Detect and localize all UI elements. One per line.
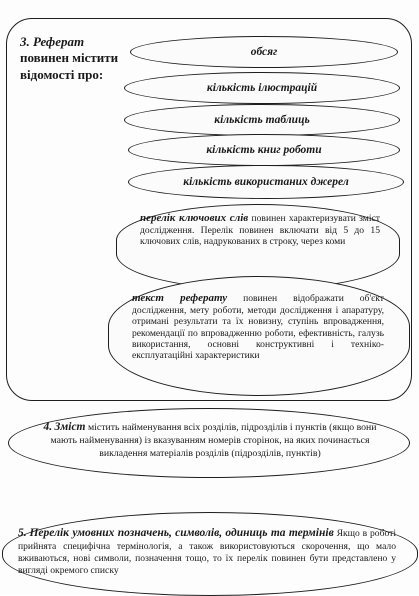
item-pill-books (128, 134, 400, 166)
item-label: кількість ілюстрацій (206, 82, 318, 94)
section-5-number: 5. (18, 527, 27, 539)
section-3-title-rest: повинен містити відомості про: (20, 50, 119, 82)
abstract-text-block (132, 292, 384, 362)
item-pill-sources (128, 165, 404, 199)
section-4-number: 4. (43, 421, 53, 433)
item-label: кількість таблиць (214, 114, 310, 126)
item-label: кількість використаних джерел (183, 176, 349, 188)
section-4-block (34, 420, 386, 460)
section-4-text: містить найменування всіх розділів, підрозділів і пунктів (якщо вони мають найменування) із вказуванням номерів сторінок, на яких починається викладення матеріалів розділів (підрозділів, пунктів) (50, 422, 377, 459)
section-5-lead: Перелік умовних позначень, символів, одиниць та термінів (29, 527, 334, 539)
keywords-term: перелік ключових слів (140, 212, 249, 224)
section-4-lead: Зміст (54, 421, 86, 433)
section-3-number: 3. (20, 34, 30, 49)
abstract-text-term: текст реферату (132, 292, 228, 304)
item-pill-volume (130, 36, 398, 68)
section-5-text: Якщо в роботі прийнята специфічна термінологія, а також використовуються скорочення, що мало вживаються, нові символи, позначення тощо, то їх перелік повинен бути представлено у вигляді окремого списку (18, 528, 397, 577)
item-pill-illustrations (124, 72, 400, 104)
section-3-heading (20, 34, 128, 83)
keywords-block (140, 212, 380, 248)
keywords-text: повинен характеризувати зміст дослідження. Перелік повинен включати від 5 до 15 ключових слів, надрукованих в строку, через коми (140, 213, 380, 248)
section-3-title-word: Реферат (33, 34, 85, 49)
abstract-text-text: повинен відображати об'єкт дослідження, мету роботи, методи дослідження і апаратуру, отриманi результати та їх новизну, ступінь впровадження, рекомендації по впровадженню роботи, ефективність, галузь використання, основні конструктивні і техніко-експлуатаційні характеристики (132, 293, 384, 362)
item-label: обсяг (250, 46, 278, 58)
item-label: кількість книг роботи (206, 144, 322, 156)
section-5-block (18, 526, 396, 578)
item-pill-tables (124, 104, 400, 136)
